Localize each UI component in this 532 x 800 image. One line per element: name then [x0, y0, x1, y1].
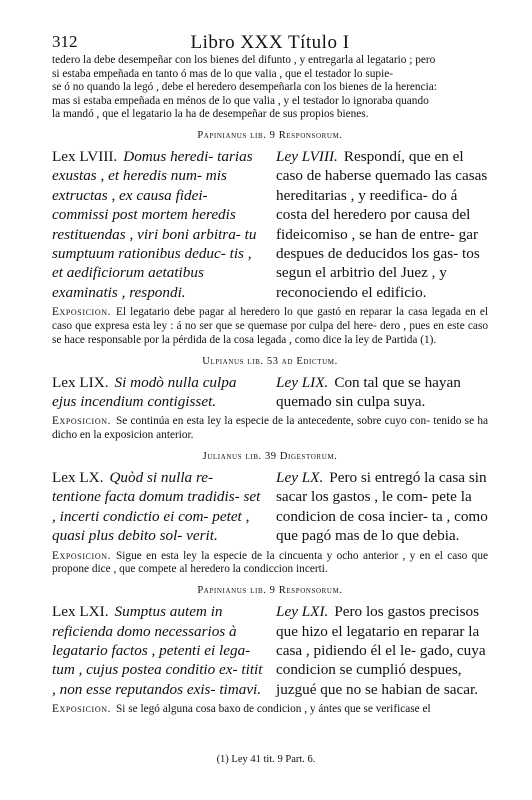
law-attribution: Julianus lib. 39 Digestorum.: [202, 451, 338, 463]
exposicion-label: Exposicion.: [52, 549, 111, 562]
latin-law-text: Si modò nulla culpa ejus incendium contigisset.: [52, 373, 237, 411]
footnote: (1) Ley 41 tit. 9 Part. 6.: [216, 754, 316, 765]
spanish-column: [276, 373, 488, 412]
intro-line: mas si estaba empeñada en ménos de lo que valia , y el testador lo ignoraba quando: [52, 94, 429, 107]
intro-line: si estaba empeñada en tanto ó mas de lo que valia , que el testador lo supie-: [52, 67, 393, 80]
intro-paragraph: [52, 54, 488, 122]
latin-law-text: Domus heredi- tarias exustas , et heredis num- mis extructas , ex causa fidei- commissi post mortem heredis restituendas , viri boni arbitra- tu sumptuum rationibus deduc- tis , et aedificiorum aetatibus examinatis , respondi.: [52, 147, 257, 301]
spanish-law-number: Ley LIX.: [276, 373, 329, 391]
exposicion: [52, 306, 488, 347]
exposicion-text: Si se legó alguna cosa baxo de condicion , y ántes que se verificase el: [116, 703, 431, 716]
latin-column: [52, 373, 264, 412]
spanish-law-text: Pero si entregó la casa sin sacar los gastos , le com- pete la condicion de cosa incier- ta , como que pagó mas de lo que debia.: [276, 469, 488, 545]
latin-column: [52, 468, 264, 546]
law-attribution: Papinianus lib. 9 Responsorum.: [197, 585, 343, 597]
intro-line: tedero la debe desempeñar con los bienes del difunto , y entregarla al legatario ; pero: [52, 54, 436, 66]
exposicion: [52, 415, 488, 443]
page-number: 312: [52, 32, 78, 51]
spanish-law-text: Con tal que se hayan quemado sin culpa suya.: [276, 373, 461, 411]
latin-law-number: Lex LIX.: [52, 373, 109, 391]
spanish-law-number: Ley LXI.: [276, 603, 329, 621]
law-attribution: Papinianus lib. 9 Responsorum.: [197, 129, 343, 141]
spanish-law-text: Respondí, que en el caso de haberse quemado las casas hereditarias , y reedifica- do á costa del heredero por causa del fideicomiso , se han de entre- gar despues de deducidos los gas- tos segun el arbitrio del Juez , y reconociendo el edificio.: [276, 147, 488, 301]
latin-law-text: Sumptus autem in reficienda domo necessarios à legatario factos , petenti ei lega- tum , cujus postea conditio ex- titit , non esse reputandos exis- timavi.: [52, 603, 263, 698]
latin-column: [52, 147, 264, 302]
spanish-column: [276, 147, 488, 302]
exposicion-label: Exposicion.: [52, 703, 111, 716]
law-columns: [52, 468, 488, 546]
latin-law-number: Lex LXI.: [52, 603, 109, 621]
exposicion-label: Exposicion.: [52, 415, 111, 428]
latin-law-number: Lex LVIII.: [52, 147, 118, 165]
exposicion-text: El legatario debe pagar al heredero lo que gastó en reparar la casa legada en el caso que expresa esta ley : á no ser que se quemase por culpa del here- dero , pues en este caso se hace responsable por la pérdida de la cosa legada , como dice la ley de Partida (1).: [52, 306, 488, 346]
intro-line: la mandó , que el legatario la ha de desempeñar de sus propios bienes.: [52, 108, 369, 121]
law-columns: [52, 147, 488, 302]
page: [52, 30, 488, 717]
spanish-column: [276, 468, 488, 546]
page-header: [52, 30, 488, 54]
spanish-column: [276, 602, 488, 699]
exposicion: [52, 703, 488, 717]
spanish-law-text: Pero los gastos precisos que hizo el legatario en reparar la casa , pidiendo él el le- gado, cuya condicion se cumplió despues, juzgué que no se habian de sacar.: [276, 603, 486, 698]
running-title: Libro XXX Título I: [190, 32, 350, 53]
exposicion: [52, 550, 488, 578]
law-columns: [52, 602, 488, 699]
exposicion-text: Se continúa en esta ley la especie de la antecedente, sobre cuyo con- tenido se ha dicho en la exposicion anterior.: [52, 415, 488, 442]
exposicion-text: Sigue en esta ley la especie de la cincuenta y ocho anterior , y en el caso que propone dice , que compete al heredero la condiccion incerti.: [52, 549, 488, 576]
law-columns: [52, 373, 488, 412]
latin-law-number: Lex LX.: [52, 469, 104, 487]
exposicion-label: Exposicion.: [52, 306, 111, 319]
latin-column: [52, 602, 264, 699]
latin-law-text: Quòd si nulla re- tentione facta domum tradidis- set , incerti condictio ei com- petet , quasi plus debito sol- verit.: [52, 469, 261, 545]
spanish-law-number: Ley LX.: [276, 469, 324, 487]
law-attribution: Ulpianus lib. 53 ad Edictum.: [202, 355, 338, 367]
intro-line: se ó no quando la legó , debe el heredero desempeñarla con los bienes de la herencia:: [52, 81, 437, 94]
spanish-law-number: Ley LVIII.: [276, 147, 338, 165]
